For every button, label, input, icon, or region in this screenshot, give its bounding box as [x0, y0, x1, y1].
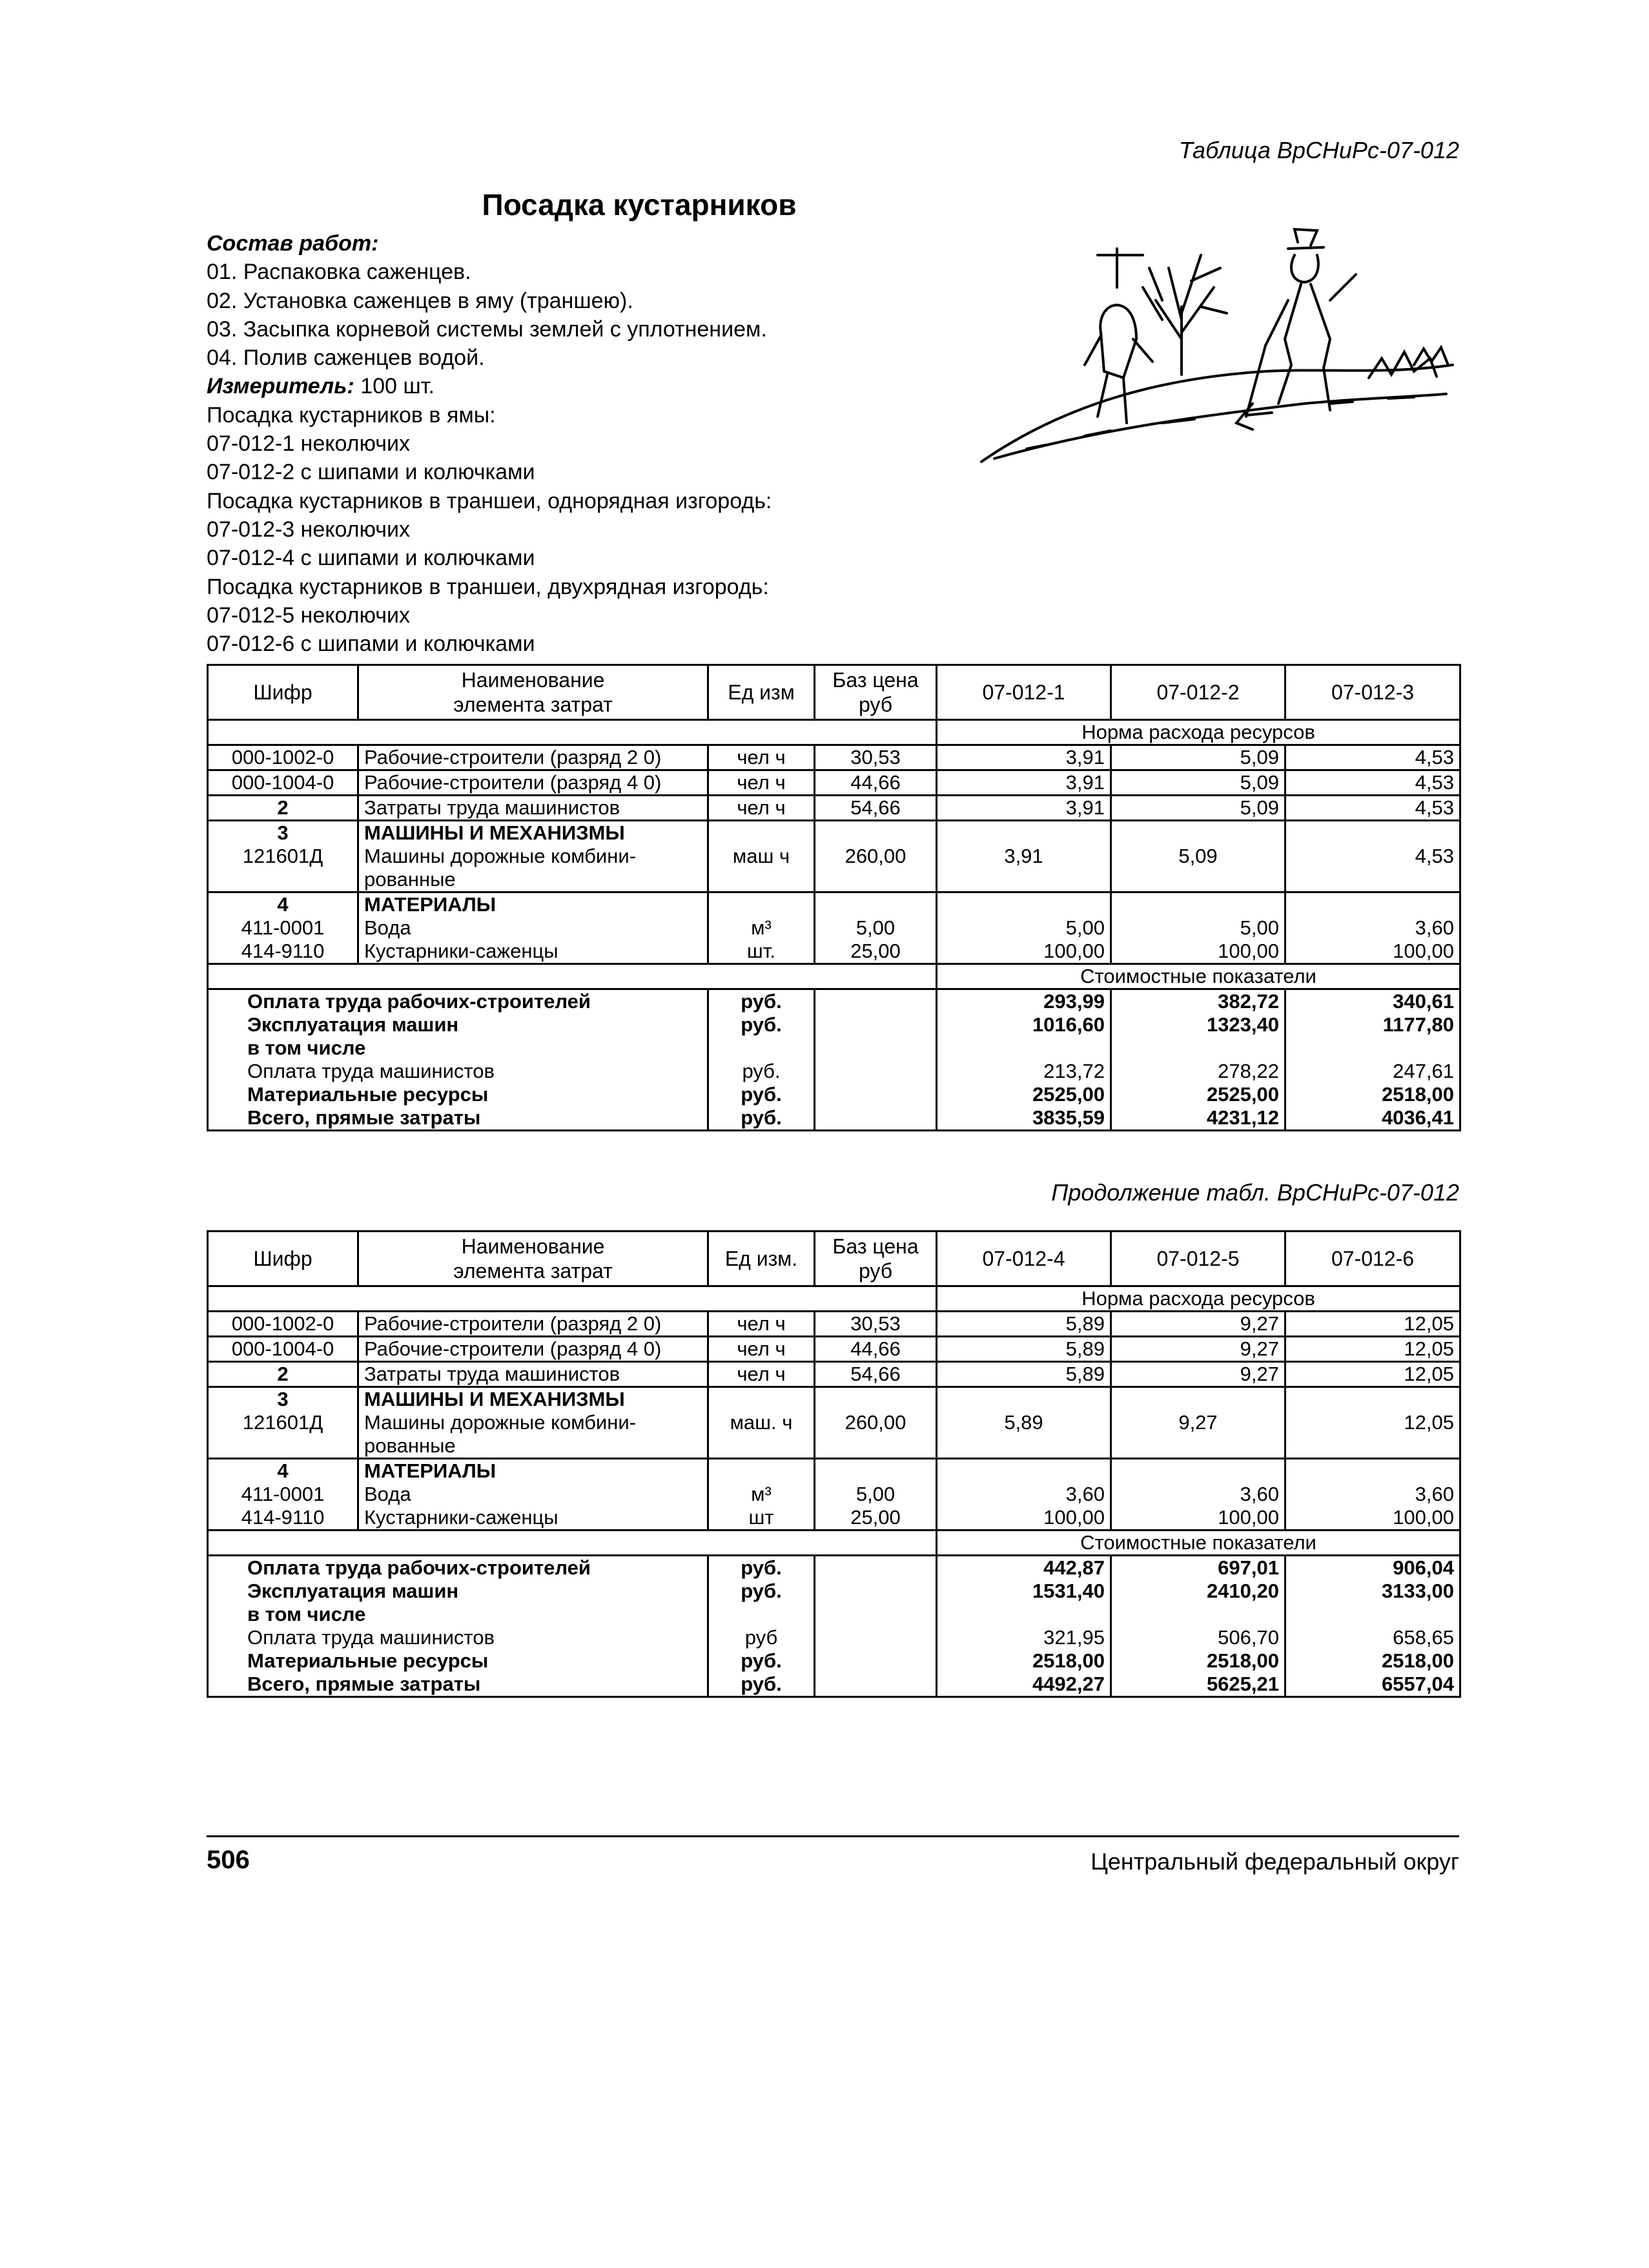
- cost-value: 658,65: [1393, 1626, 1454, 1649]
- cost-name: Эксплуатация машин: [247, 1580, 459, 1602]
- name-line: рованные: [364, 1434, 456, 1457]
- column-header: 07-012-3: [1285, 665, 1460, 720]
- material-value: 100,00: [1218, 1506, 1279, 1529]
- cost-value: 6557,04: [1381, 1673, 1454, 1695]
- footer-divider: [207, 1835, 1459, 1837]
- page-title: Посадка кустарников: [482, 188, 797, 222]
- group-code: 4: [277, 1459, 289, 1482]
- code-cell: 000-1002-0: [208, 1312, 358, 1337]
- cost-value: 321,95: [1043, 1626, 1105, 1649]
- cost-values: [937, 989, 1111, 1131]
- cost-value: 1323,40: [1206, 1013, 1279, 1036]
- cost-values: [1285, 989, 1460, 1131]
- material-name: Кустарники-саженцы: [364, 1506, 558, 1529]
- value-cell: 5,89: [937, 1362, 1111, 1387]
- section-spacer: [208, 720, 937, 745]
- price-header: [815, 665, 937, 720]
- material-code: 414-9110: [241, 1506, 325, 1529]
- group-heading: МАТЕРИАЛЫ: [364, 893, 497, 916]
- cost-unit: руб: [744, 1626, 778, 1649]
- cost-unit: руб.: [741, 1106, 782, 1129]
- group-heading: МАТЕРИАЛЫ: [364, 1459, 497, 1482]
- material-value: 100,00: [1393, 1506, 1454, 1529]
- cost-unit: руб.: [742, 1060, 781, 1082]
- cost-value: 213,72: [1043, 1060, 1105, 1082]
- cost-value: 442,87: [1043, 1556, 1105, 1579]
- code-cell: [208, 892, 358, 964]
- gardeners-illustration: [968, 210, 1459, 468]
- work-composition: [207, 229, 949, 658]
- work-step: 01. Распаковка саженцев.: [207, 260, 471, 285]
- material-unit: шт: [748, 1506, 774, 1529]
- price-header: [815, 1232, 937, 1286]
- meter-label: Измеритель:: [207, 374, 354, 399]
- code-header: Шифр: [208, 665, 358, 720]
- code-header: Шифр: [208, 1232, 358, 1286]
- section-row: [208, 964, 1460, 989]
- value-cell: [937, 1459, 1111, 1531]
- cost-value: 906,04: [1393, 1556, 1454, 1579]
- material-value: 3,60: [1065, 1483, 1105, 1505]
- name-header-line: Наименование: [461, 668, 605, 692]
- code-cell: 2: [208, 1362, 358, 1387]
- price-cell: 54,66: [815, 796, 937, 821]
- section-row: [208, 720, 1460, 745]
- value-cell: 9,27: [1111, 1337, 1285, 1362]
- price-cell: [815, 1459, 937, 1531]
- cost-values: [1111, 1556, 1285, 1697]
- value-cell: 5,89: [937, 1312, 1111, 1337]
- cost-value: 5625,21: [1206, 1673, 1279, 1695]
- value-cell: 9,27: [1111, 1387, 1285, 1459]
- value-cell: 5,09: [1111, 770, 1285, 796]
- cost-value: 278,22: [1218, 1060, 1279, 1082]
- group-code: 4: [277, 893, 289, 916]
- cost-value: 2518,00: [1381, 1649, 1454, 1672]
- price-cell: 260,00: [815, 821, 937, 892]
- table-row: [208, 892, 1460, 964]
- material-price: 5,00: [855, 1483, 896, 1505]
- value-cell: 4,53: [1285, 745, 1460, 770]
- name-header-line: элемента затрат: [453, 693, 613, 716]
- price-header-line: Баз цена: [832, 668, 919, 692]
- code-cell: 000-1004-0: [208, 770, 358, 796]
- work-step: 02. Установка саженцев в яму (траншею).: [207, 288, 633, 313]
- value-cell: 12,05: [1285, 1337, 1460, 1362]
- cost-value: 1531,40: [1032, 1580, 1105, 1602]
- incl-label: в том числе: [247, 1603, 366, 1625]
- cost-price-empty: [815, 1556, 937, 1697]
- resource-table-2: [207, 1230, 1461, 1698]
- unit-cell: маш ч: [708, 821, 815, 892]
- material-value: 3,60: [1415, 916, 1454, 939]
- cost-value: 3835,59: [1032, 1106, 1105, 1129]
- cost-name: Оплата труда машинистов: [247, 1626, 495, 1649]
- value-cell: 5,09: [1111, 796, 1285, 821]
- cost-name: Материальные ресурсы: [247, 1083, 489, 1106]
- value-cell: 5,09: [1111, 821, 1285, 892]
- unit-cell: [708, 892, 815, 964]
- unit-cell: чел ч: [708, 1337, 815, 1362]
- cost-values: [937, 1556, 1111, 1697]
- name-cell: [358, 1459, 708, 1531]
- value-cell: 3,91: [937, 796, 1111, 821]
- value-cell: 4,53: [1285, 770, 1460, 796]
- cost-value: 4036,41: [1381, 1106, 1454, 1129]
- name-line: рованные: [364, 868, 456, 891]
- continuation-label: Продолжение табл. ВрСНиРс-07-012: [1051, 1179, 1459, 1206]
- group-line: Посадка кустарников в траншеи, двухрядная изгородь:: [207, 574, 769, 599]
- column-header: 07-012-4: [937, 1232, 1111, 1286]
- material-value: 100,00: [1218, 940, 1279, 962]
- price-cell: 44,66: [815, 770, 937, 796]
- norm-section-label: Норма расхода ресурсов: [937, 1286, 1460, 1312]
- cost-value: 2518,00: [1206, 1649, 1279, 1672]
- cost-unit: руб.: [741, 1013, 782, 1036]
- cost-units: [708, 989, 815, 1131]
- machine-code: 121601Д: [242, 1411, 323, 1434]
- value-cell: 4,53: [1285, 821, 1460, 892]
- cost-unit: руб.: [741, 1673, 782, 1695]
- price-cell: 30,53: [815, 745, 937, 770]
- material-unit: шт.: [746, 940, 776, 962]
- cost-name: Всего, прямые затраты: [247, 1673, 481, 1695]
- material-code: 411-0001: [241, 916, 325, 939]
- name-header-line: Наименование: [461, 1235, 605, 1258]
- name-cell: [358, 892, 708, 964]
- cost-values: [1285, 1556, 1460, 1697]
- value-cell: 5,89: [937, 1387, 1111, 1459]
- name-cell: Рабочие-строители (разряд 4 0): [358, 1337, 708, 1362]
- work-heading: Состав работ:: [207, 231, 379, 256]
- code-cell: 000-1004-0: [208, 1337, 358, 1362]
- cost-value: 3133,00: [1381, 1580, 1454, 1602]
- work-step: 03. Засыпка корневой системы землей с уплотнением.: [207, 316, 767, 342]
- name-line: Машины дорожные комбини-: [364, 845, 637, 867]
- cost-section-label: Стоимостные показатели: [937, 1531, 1460, 1556]
- code-cell: 000-1002-0: [208, 745, 358, 770]
- value-cell: 3,91: [937, 821, 1111, 892]
- header-row: [208, 1232, 1460, 1286]
- unit-cell: чел ч: [708, 745, 815, 770]
- work-step: 04. Полив саженцев водой.: [207, 345, 485, 371]
- cost-name: Эксплуатация машин: [247, 1013, 459, 1036]
- column-header: 07-012-1: [937, 665, 1111, 720]
- code-cell: [208, 1459, 358, 1531]
- table-row: [208, 1312, 1460, 1337]
- cost-name: Оплата труда машинистов: [247, 1060, 495, 1082]
- name-header: [358, 1232, 708, 1286]
- cost-value: 1016,60: [1032, 1013, 1105, 1036]
- table-row: [208, 1337, 1460, 1362]
- material-value: 3,60: [1415, 1483, 1454, 1505]
- unit-cell: чел ч: [708, 1362, 815, 1387]
- cost-unit: руб.: [741, 1649, 782, 1672]
- cost-units: [708, 1556, 815, 1697]
- price-cell: 260,00: [815, 1387, 937, 1459]
- material-name: Вода: [364, 1483, 411, 1505]
- table-row: [208, 796, 1460, 821]
- material-name: Вода: [364, 916, 411, 939]
- cost-value: 506,70: [1218, 1626, 1279, 1649]
- table-row: [208, 1362, 1460, 1387]
- value-cell: 12,05: [1285, 1312, 1460, 1337]
- value-cell: [1111, 1459, 1285, 1531]
- cost-value: 4492,27: [1032, 1673, 1105, 1695]
- resource-table-1: [207, 664, 1461, 1131]
- material-value: 100,00: [1393, 940, 1454, 962]
- header-row: [208, 665, 1460, 720]
- incl-label: в том числе: [247, 1036, 366, 1059]
- page-number: 506: [207, 1846, 250, 1874]
- cost-value: 2518,00: [1032, 1649, 1105, 1672]
- group-line: 07-012-4 с шипами и колючками: [207, 546, 535, 571]
- cost-unit: руб.: [741, 1083, 782, 1106]
- cost-value: 1177,80: [1382, 1013, 1454, 1036]
- name-cell: Рабочие-строители (разряд 4 0): [358, 770, 708, 796]
- code-cell: [208, 821, 358, 892]
- column-header: 07-012-6: [1285, 1232, 1460, 1286]
- norm-section-label: Норма расхода ресурсов: [937, 720, 1460, 745]
- material-price: 25,00: [850, 1506, 901, 1529]
- cost-unit: руб.: [741, 990, 782, 1013]
- section-spacer: [208, 1531, 937, 1556]
- cost-value: 2525,00: [1032, 1083, 1105, 1106]
- cost-values: [1111, 989, 1285, 1131]
- price-header-line: руб: [858, 1259, 893, 1283]
- material-unit: м³: [751, 1483, 772, 1505]
- material-value: 3,60: [1240, 1483, 1279, 1505]
- table-label: Таблица ВрСНиРс-07-012: [1178, 137, 1459, 163]
- price-cell: 30,53: [815, 1312, 937, 1337]
- name-cell: Рабочие-строители (разряд 2 0): [358, 1312, 708, 1337]
- cost-name: Оплата труда рабочих-строителей: [247, 1556, 591, 1579]
- name-cell: [358, 821, 708, 892]
- value-cell: 12,05: [1285, 1387, 1460, 1459]
- cost-name: Оплата труда рабочих-строителей: [247, 990, 591, 1013]
- value-cell: 3,91: [937, 745, 1111, 770]
- meter-value: 100 шт.: [360, 374, 435, 399]
- value-cell: 5,89: [937, 1337, 1111, 1362]
- material-price: 5,00: [855, 916, 896, 939]
- code-cell: [208, 1387, 358, 1459]
- cost-block: [208, 989, 1460, 1131]
- cost-value: 697,01: [1218, 1556, 1279, 1579]
- section-row: [208, 1286, 1460, 1312]
- cost-value: 4231,12: [1206, 1106, 1279, 1129]
- material-value: 100,00: [1043, 940, 1105, 962]
- section-spacer: [208, 964, 937, 989]
- cost-block: [208, 1556, 1460, 1697]
- name-line: Машины дорожные комбини-: [364, 1411, 637, 1434]
- price-header-line: руб: [858, 693, 893, 716]
- cost-unit: руб.: [741, 1580, 782, 1602]
- unit-header: Ед изм.: [708, 1232, 815, 1286]
- group-line: Посадка кустарников в траншеи, однорядная изгородь:: [207, 488, 772, 513]
- cost-value: 293,99: [1043, 990, 1105, 1013]
- unit-cell: чел ч: [708, 796, 815, 821]
- table-row: [208, 770, 1460, 796]
- cost-names: [208, 1556, 708, 1697]
- group-line: 07-012-2 с шипами и колючками: [207, 460, 535, 485]
- cost-unit: руб.: [741, 1556, 782, 1579]
- cost-price-empty: [815, 989, 937, 1131]
- name-cell: [358, 1387, 708, 1459]
- value-cell: 9,27: [1111, 1312, 1285, 1337]
- cost-value: 247,61: [1393, 1060, 1454, 1082]
- code-cell: 2: [208, 796, 358, 821]
- column-header: 07-012-2: [1111, 665, 1285, 720]
- price-cell: 44,66: [815, 1337, 937, 1362]
- group-code: 3: [277, 821, 289, 844]
- value-cell: 9,27: [1111, 1362, 1285, 1387]
- material-code: 414-9110: [241, 940, 325, 962]
- material-unit: м³: [751, 916, 772, 939]
- material-price: 25,00: [850, 940, 901, 962]
- table-row: [208, 745, 1460, 770]
- price-cell: 54,66: [815, 1362, 937, 1387]
- machine-code: 121601Д: [242, 845, 323, 867]
- material-value: 100,00: [1043, 1506, 1105, 1529]
- group-line: 07-012-3 неколючих: [207, 517, 410, 542]
- unit-cell: маш. ч: [708, 1387, 815, 1459]
- price-header-line: Баз цена: [832, 1235, 919, 1258]
- cost-value: 2410,20: [1206, 1580, 1279, 1602]
- cost-value: 382,72: [1218, 990, 1279, 1013]
- name-header-line: элемента затрат: [453, 1259, 613, 1283]
- unit-cell: [708, 1459, 815, 1531]
- value-cell: [937, 892, 1111, 964]
- value-cell: 5,09: [1111, 745, 1285, 770]
- cost-name: Всего, прямые затраты: [247, 1106, 481, 1129]
- footer-region: Центральный федеральный округ: [1091, 1848, 1459, 1875]
- cost-name: Материальные ресурсы: [247, 1649, 489, 1672]
- group-code: 3: [277, 1388, 289, 1410]
- group-line: 07-012-1 неколючих: [207, 431, 410, 457]
- table-row: [208, 1459, 1460, 1531]
- price-cell: [815, 892, 937, 964]
- value-cell: 3,91: [937, 770, 1111, 796]
- value-cell: 4,53: [1285, 796, 1460, 821]
- name-header: [358, 665, 708, 720]
- unit-cell: чел ч: [708, 1312, 815, 1337]
- table-row: [208, 1387, 1460, 1459]
- group-line: 07-012-5 неколючих: [207, 603, 410, 628]
- material-name: Кустарники-саженцы: [364, 940, 558, 962]
- cost-value: 2518,00: [1381, 1083, 1454, 1106]
- material-code: 411-0001: [241, 1483, 325, 1505]
- cost-value: 340,61: [1393, 990, 1454, 1013]
- group-line: Посадка кустарников в ямы:: [207, 402, 496, 428]
- value-cell: [1111, 892, 1285, 964]
- column-header: 07-012-5: [1111, 1232, 1285, 1286]
- cost-value: 2525,00: [1206, 1083, 1279, 1106]
- value-cell: 12,05: [1285, 1362, 1460, 1387]
- table-row: [208, 821, 1460, 892]
- material-value: 5,00: [1065, 916, 1105, 939]
- cost-names: [208, 989, 708, 1131]
- section-row: [208, 1531, 1460, 1556]
- unit-header: Ед изм: [708, 665, 815, 720]
- meter-line: [207, 372, 949, 400]
- section-spacer: [208, 1286, 937, 1312]
- group-heading: МАШИНЫ И МЕХАНИЗМЫ: [364, 1388, 625, 1410]
- group-line: 07-012-6 с шипами и колючками: [207, 632, 535, 657]
- cost-section-label: Стоимостные показатели: [937, 964, 1460, 989]
- material-value: 5,00: [1240, 916, 1279, 939]
- name-cell: Затраты труда машинистов: [358, 1362, 708, 1387]
- value-cell: [1285, 1459, 1460, 1531]
- name-cell: Рабочие-строители (разряд 2 0): [358, 745, 708, 770]
- unit-cell: чел ч: [708, 770, 815, 796]
- value-cell: [1285, 892, 1460, 964]
- group-heading: МАШИНЫ И МЕХАНИЗМЫ: [364, 821, 625, 844]
- name-cell: Затраты труда машинистов: [358, 796, 708, 821]
